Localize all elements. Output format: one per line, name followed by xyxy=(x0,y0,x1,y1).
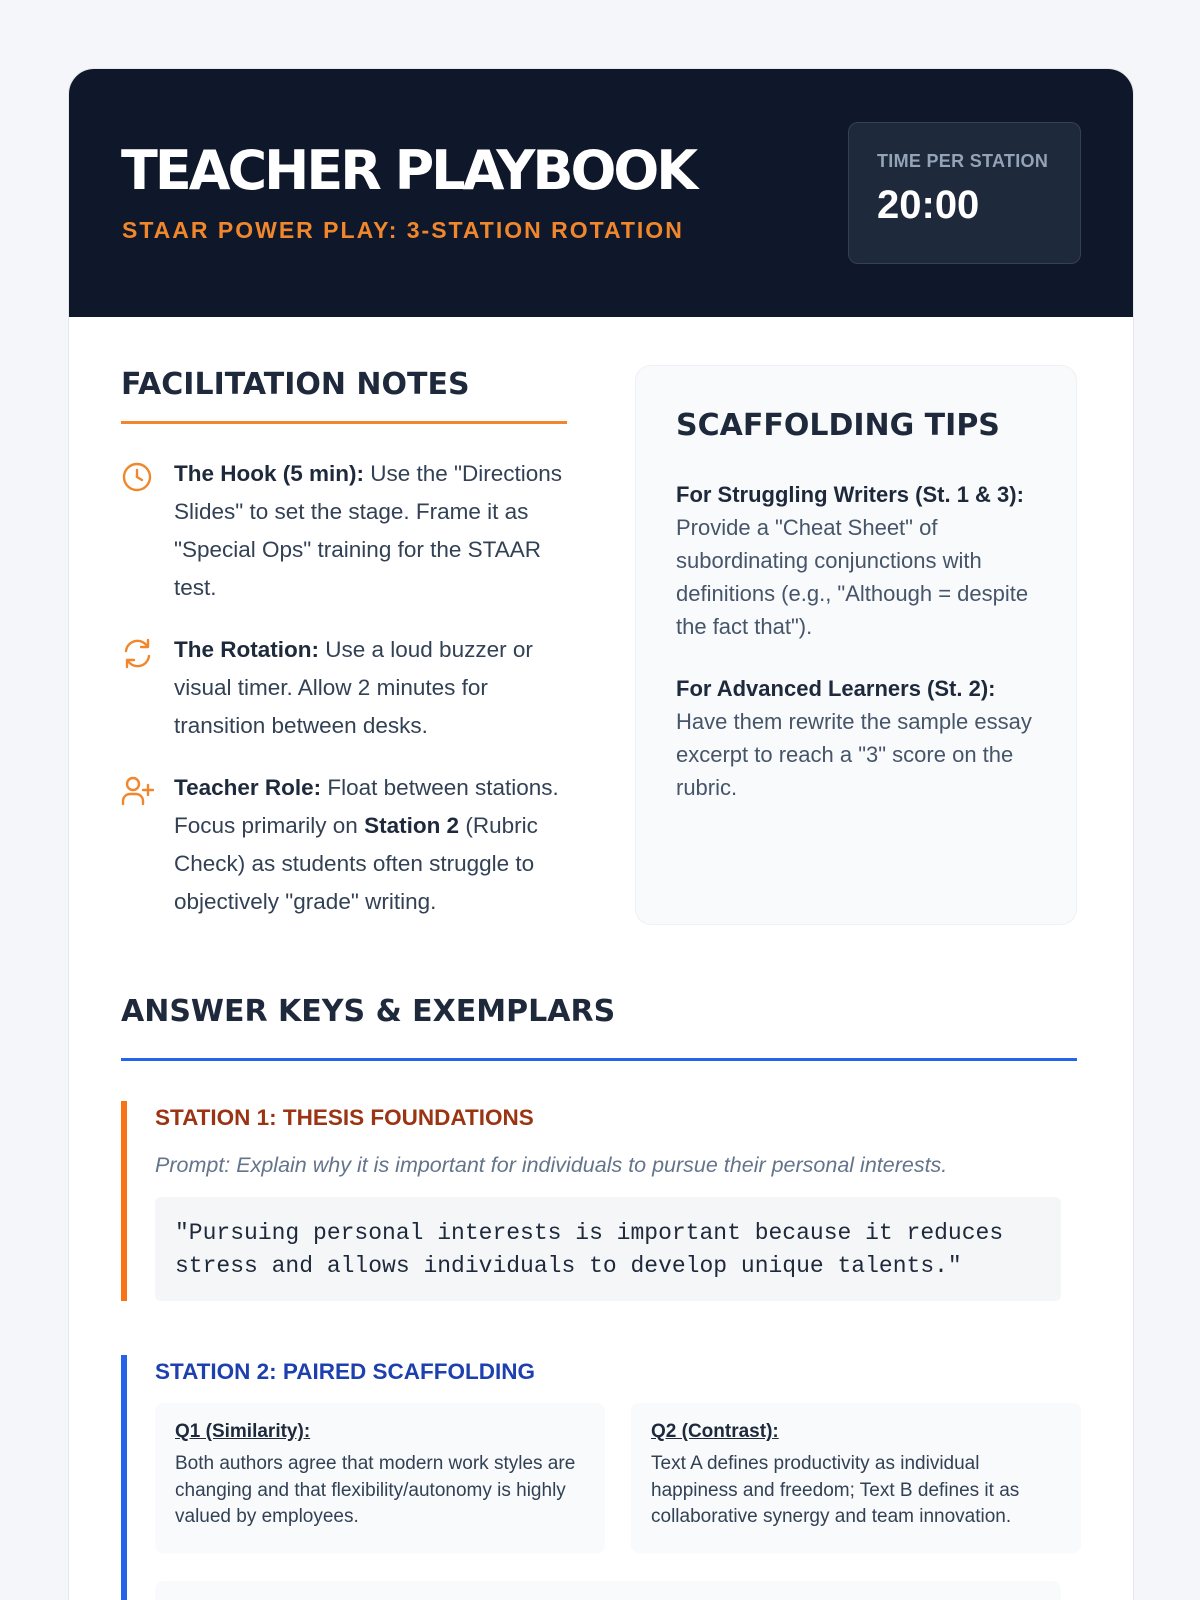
tip-struggling-label: For Struggling Writers (St. 1 & 3): xyxy=(676,482,1024,507)
tip-advanced-learners xyxy=(676,672,1046,804)
tip-struggling-writers xyxy=(676,478,1046,643)
q1-label: Q1 (Similarity): xyxy=(175,1421,311,1442)
q2-answer: Text A defines productivity as individual happiness and freedom; Text B defines it as collaborative synergy and team innovation. xyxy=(651,1453,1020,1527)
q1-answer: Both authors agree that modern work styles are changing and that flexibility/autonomy is highly valued by employees. xyxy=(175,1453,576,1527)
playbook-card xyxy=(68,68,1134,1600)
note-hook-text: Use the "Directions Slides" to set the stage. Frame it as "Special Ops" training for the STAAR test. xyxy=(174,461,563,600)
station-2-next-box xyxy=(155,1581,1061,1600)
clock-icon xyxy=(121,461,155,495)
page-title: TEACHER PLAYBOOK xyxy=(121,139,696,202)
time-per-station-box xyxy=(848,122,1081,264)
q2-label: Q2 (Contrast): xyxy=(651,1421,779,1442)
header-banner xyxy=(69,69,1133,317)
station-2-q2-box xyxy=(631,1403,1081,1553)
station-1-block xyxy=(121,1101,1061,1301)
station-1-answer: "Pursuing personal interests is important because it reduces stress and allows individuals to develop unique talents." xyxy=(155,1197,1061,1301)
note-hook-label: The Hook (5 min): xyxy=(174,461,364,486)
station-1-title: STATION 1: THESIS FOUNDATIONS xyxy=(155,1105,534,1130)
scaffolding-heading: SCAFFOLDING TIPS xyxy=(676,408,1000,443)
tip-struggling-text: Provide a "Cheat Sheet" of subordinating conjunctions with definitions (e.g., "Although = despite the fact that"). xyxy=(676,515,1029,639)
note-role-emphasis: Station 2 xyxy=(364,813,460,838)
timer-label: TIME PER STATION xyxy=(877,151,1049,171)
note-role-text-after: (Rubric Check) as students often struggle to objectively "grade" writing. xyxy=(174,813,538,914)
timer-value: 20:00 xyxy=(877,183,980,227)
page-subtitle: STAAR POWER PLAY: 3-STATION ROTATION xyxy=(122,217,684,243)
station-1-prompt: Prompt: Explain why it is important for individuals to pursue their personal interests. xyxy=(155,1153,948,1177)
rotate-icon xyxy=(121,637,155,671)
tip-advanced-text: Have them rewrite the sample essay excerpt to reach a "3" score on the rubric. xyxy=(676,709,1032,800)
answer-keys-divider xyxy=(121,1058,1077,1061)
facilitation-divider xyxy=(121,421,567,424)
note-role-label: Teacher Role: xyxy=(174,775,322,800)
note-rotation-label: The Rotation: xyxy=(174,637,319,662)
station-2-accent-bar xyxy=(121,1355,127,1600)
facilitation-heading: FACILITATION NOTES xyxy=(121,367,470,402)
station-1-accent-bar xyxy=(121,1101,127,1301)
user-plus-icon xyxy=(121,775,155,809)
station-2-title: STATION 2: PAIRED SCAFFOLDING xyxy=(155,1359,535,1384)
answer-keys-heading: ANSWER KEYS & EXEMPLARS xyxy=(121,994,616,1029)
note-role-text-before: Float between stations. Focus primarily on xyxy=(174,775,559,838)
station-2-q1-box xyxy=(155,1403,605,1553)
note-rotation-text: Use a loud buzzer or visual timer. Allow 2 minutes for transition between desks. xyxy=(174,637,533,738)
scaffolding-tips-panel xyxy=(635,365,1077,925)
station-2-block xyxy=(121,1355,1061,1600)
tip-advanced-label: For Advanced Learners (St. 2): xyxy=(676,676,996,701)
